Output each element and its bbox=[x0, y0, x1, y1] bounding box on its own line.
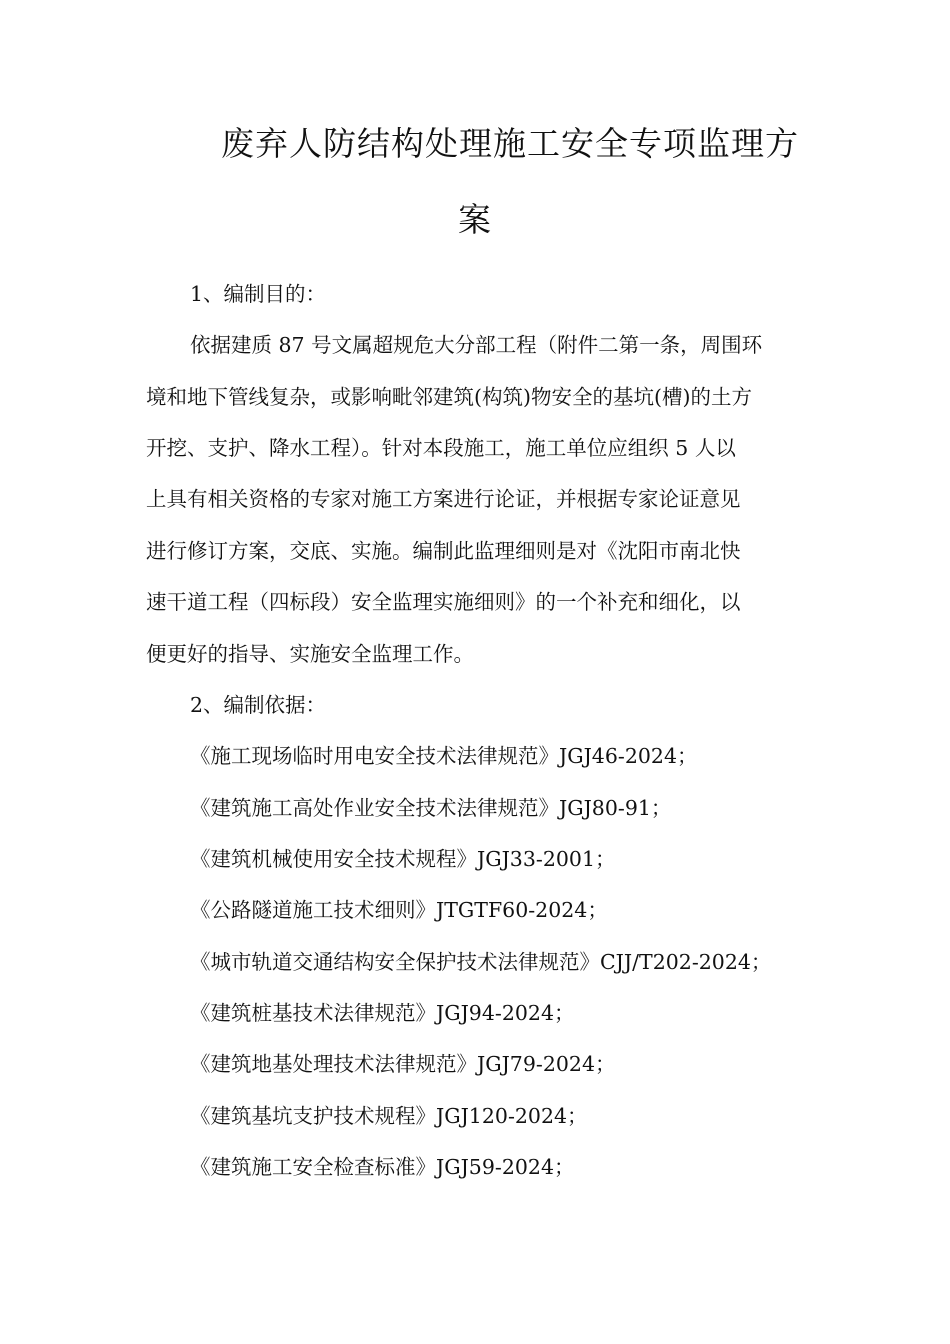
section-1-heading: 1、编制目的： bbox=[190, 282, 327, 306]
section-1-text-line: 便更好的指导、实施安全监理工作。 bbox=[146, 642, 474, 666]
section-1-text-line: 速干道工程（四标段）安全监理实施细则》的一个补充和细化，以 bbox=[146, 590, 741, 614]
section-1-text-line: 境和地下管线复杂，或影响毗邻建筑(构筑)物安全的基坑(槽)的土方 bbox=[146, 385, 752, 409]
section-1-text-line: 开挖、支护、降水工程）。针对本段施工，施工单位应组织 5 人以 bbox=[146, 436, 736, 460]
section-1-text-line: 依据建质 87 号文属超规危大分部工程（附件二第一条，周围环 bbox=[190, 333, 763, 357]
section-1-text-line: 上具有相关资格的专家对施工方案进行论证，并根据专家论证意见 bbox=[146, 487, 741, 511]
document-title-line-1: 废弃人防结构处理施工安全专项监理方 bbox=[221, 124, 799, 163]
reference-item: 《施工现场临时用电安全技术法律规范》JGJ46-2024； bbox=[190, 744, 698, 768]
reference-item: 《建筑桩基技术法律规范》JGJ94-2024； bbox=[190, 1001, 575, 1025]
section-1-text-line: 进行修订方案，交底、实施。编制此监理细则是对《沈阳市南北快 bbox=[146, 539, 741, 563]
reference-item: 《建筑基坑支护技术规程》JGJ120-2024； bbox=[190, 1104, 588, 1128]
reference-item: 《建筑施工安全检查标准》JGJ59-2024； bbox=[190, 1155, 575, 1179]
section-2-heading: 2、编制依据： bbox=[190, 693, 327, 717]
reference-item: 《建筑地基处理技术法律规范》JGJ79-2024； bbox=[190, 1052, 616, 1076]
reference-item: 《城市轨道交通结构安全保护技术法律规范》CJJ/T202-2024； bbox=[190, 950, 772, 974]
document-title-line-2: 案 bbox=[458, 200, 492, 239]
reference-item: 《建筑机械使用安全技术规程》JGJ33-2001； bbox=[190, 847, 616, 871]
reference-item: 《建筑施工高处作业安全技术法律规范》JGJ80-91； bbox=[190, 796, 672, 820]
reference-item: 《公路隧道施工技术细则》JTGTF60-2024； bbox=[190, 898, 608, 922]
